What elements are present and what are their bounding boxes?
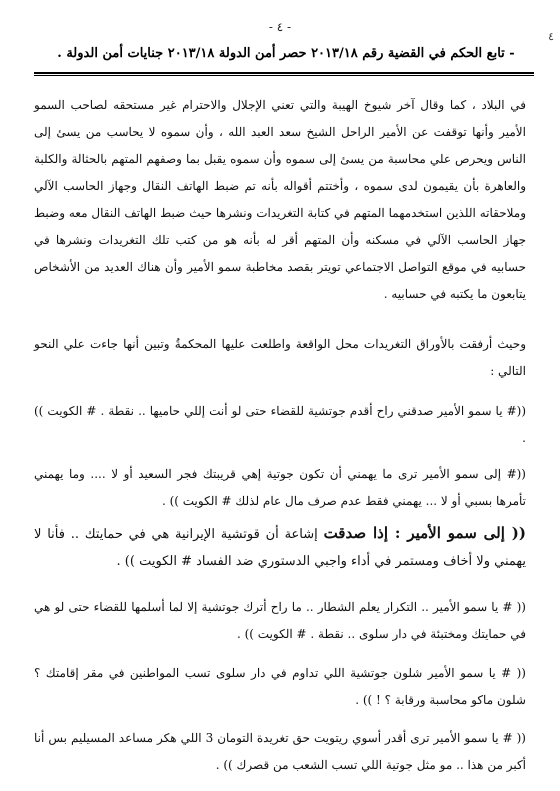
tweet-2: ((# إلى سمو الأمير ترى ما يهمني أن تكون جوتية إهي قريبتك فجر السعيد أو لا .... وما يهمني تأمرها بسبي أو لا ... يهمني فقط عدم صرف مال عام لذلك # الكويت )) .: [34, 467, 526, 508]
header-rule: [34, 72, 534, 76]
tweet-6: (( # يا سمو الأمير ترى أقدر أسوي ريتويت حق تغريدة التومان 3 اللي هكر مساعد المسيليم بس أنا أكبر من هذا .. مو مثل جوتية اللي تسب الشعب من قصرك )) .: [34, 731, 526, 772]
tweet-1: ((# يا سمو الأمير صدقني راح أقدم جوتشية للقضاء حتى لو أنت إللي حاميها .. نقطة . # الكويت )) .: [34, 404, 526, 445]
tweet-5: (( # يا سمو الأمير شلون جوتشية اللي تداوم في دار سلوى تسب المواطنين في مقر إقامتك ؟ شلون ماكو محاسبة ورقابة ؟ ! )) .: [34, 666, 526, 707]
tweet-4: (( # يا سمو الأمير .. التكرار يعلم الشطار .. ما راح أترك جوتشية إلا لما أسلمها للقضاء حتى لو هي في حمايتك ومختبئة في دار سلوى .. نقطة . # الكويت )) .: [34, 600, 526, 641]
header-title: - تابع الحكم في القضية رقم ٢٠١٣/١٨ حصر أمن الدولة ٢٠١٣/١٨ جنايات أمن الدولة .: [57, 46, 515, 61]
edge-page-mark: ٤: [548, 30, 554, 43]
paragraph-tweets-intro: وحيث أرفقت بالأوراق التغريدات محل الواقعة واطلعت عليها المحكمةُ وتبين أنها جاءت علي النحو التالي :: [34, 337, 526, 378]
tweet-3-lead: (( إلى سمو الأمير : إذا صدقت: [323, 524, 526, 542]
tweet-3: [34, 520, 526, 575]
paragraph-main: في البلاد ، كما وقال آخر شيوخ الهيبة والتي تعني الإجلال والاحترام غير مستحقه لصاحب السمو الأمير وأنها توقفت عن الأمير الراحل الشيخ سعد العبد الله ، وأن سموه لا يحاسب من يسئ إلى الناس ويحرص علي محاسبة من يسئ إلى سموه وأن سموه يقبل بما وصفهم المتهم بالحثالة والكلبة والعاهرة بأن يقيمون لدى سموه ، وأختتم أقواله بأنه تم ضبط الهاتف النقال وجهاز الحاسب الآلي وملاحقاته اللذين استخدمهما المتهم في كتابة التغريدات ونشرها حيث ضبط الهاتف النقال معه وضبط جهاز الحاسب الآلي في مسكنه وأن المتهم أقر له بأنه هو من كتب تلك التغريدات ونشرها في حسابيه في موقع التواصل الاجتماعي تويتر بقصد مخاطبة سمو الأمير وأن هناك العديد من الأشخاص يتابعون ما يكتبه في حسابيه .: [34, 98, 526, 301]
page-number: - ٤ -: [268, 20, 292, 34]
tweet-3-rest: إشاعة أن قوتشية الإيرانية هي في حمايتك .. فأنا لا يهمني ولا أخاف ومستمر في أداء واجبي الدستوري ضد الفساد # الكويت )) .: [34, 527, 526, 569]
